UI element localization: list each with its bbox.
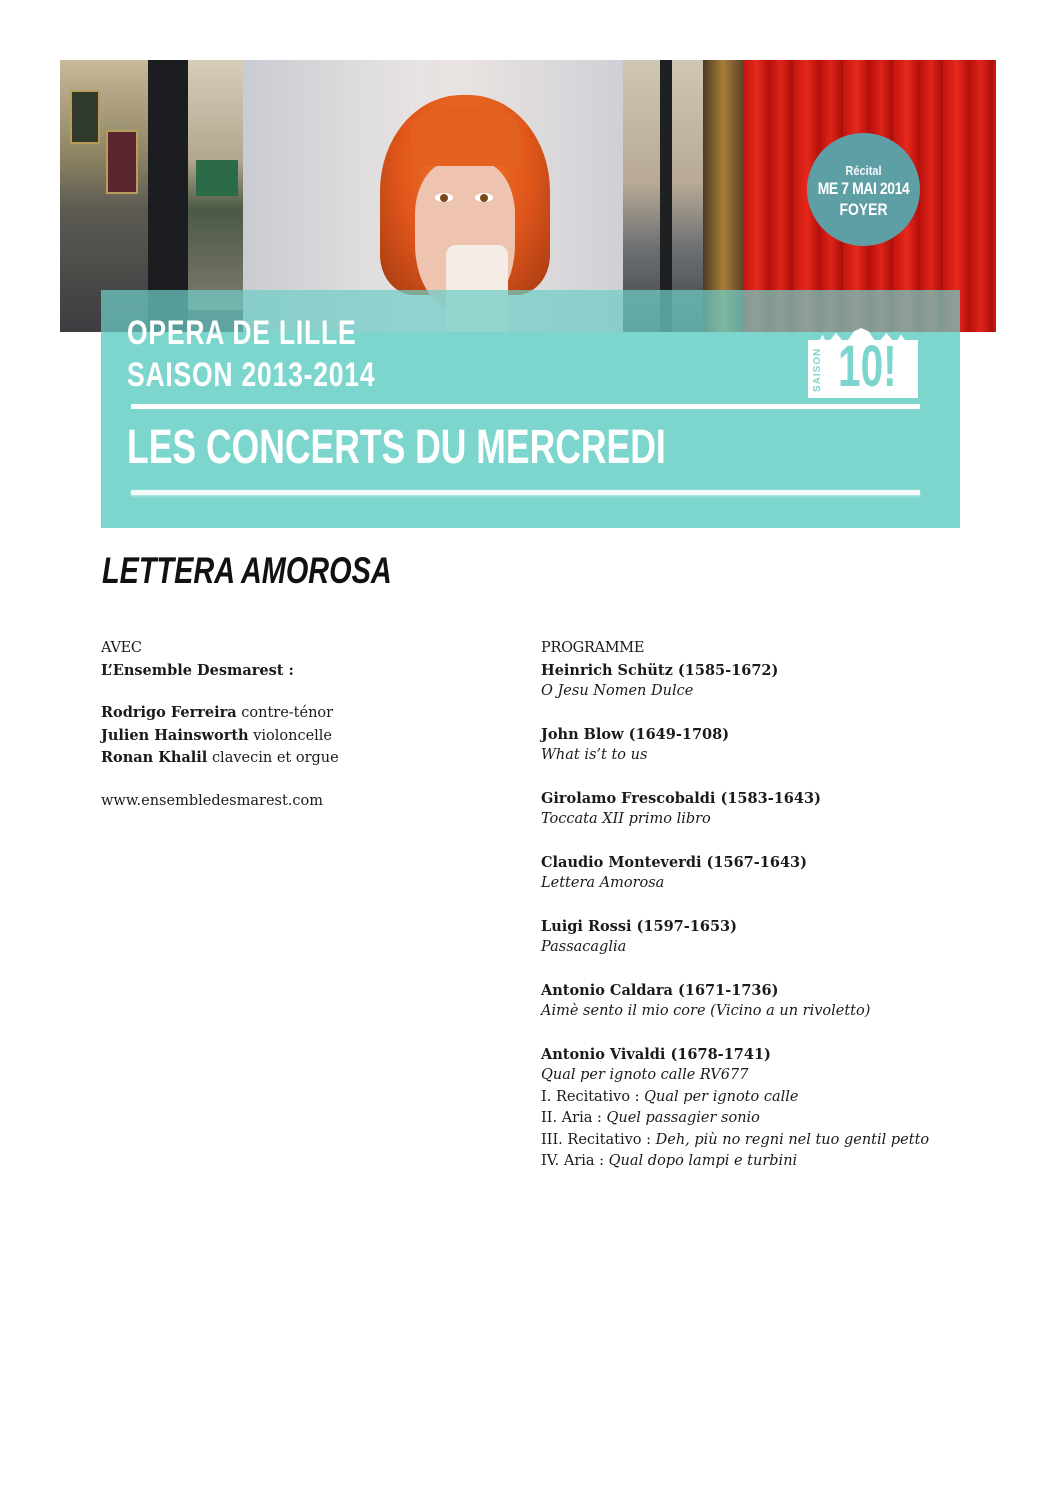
event-type: Récital — [845, 163, 882, 178]
composer: Antonio Caldara (1671-1736) — [541, 981, 779, 999]
work: Lettera Amorosa — [541, 875, 665, 891]
performer: Ronan Khalil clavecin et orgue — [101, 749, 339, 766]
concert-title: LETTERA AMOROSA — [102, 550, 392, 591]
performer: Rodrigo Ferreira contre-ténor — [101, 704, 334, 721]
composer: Heinrich Schütz (1585-1672) — [541, 661, 779, 679]
composer: Luigi Rossi (1597-1653) — [541, 917, 737, 935]
work: Toccata XII primo libro — [541, 811, 711, 827]
work: Qual per ignoto calle RV677 — [541, 1067, 749, 1083]
programme-item — [541, 1044, 1001, 1173]
section-label-avec: AVEC — [101, 640, 142, 656]
movement: I. Recitativo : Qual per ignoto calle — [541, 1088, 799, 1105]
work: O Jesu Nomen Dulce — [541, 683, 694, 699]
programme-item — [541, 660, 1001, 703]
performers-section — [101, 638, 501, 812]
event-date: ME 7 MAI 2014 — [817, 179, 910, 198]
event-badge — [807, 133, 920, 246]
programme-item — [541, 852, 1001, 895]
composer: Girolamo Frescobaldi (1583-1643) — [541, 789, 821, 807]
movement: III. Recitativo : Deh, più no regni nel tuo gentil petto — [541, 1131, 930, 1148]
org-name: OPERA DE LILLE — [127, 314, 357, 352]
ensemble-name: L’Ensemble Desmarest : — [101, 661, 294, 679]
programme-item — [541, 980, 1001, 1023]
work: What is’t to us — [541, 747, 648, 763]
programme-item — [541, 788, 1001, 831]
section-label-programme: PROGRAMME — [541, 640, 645, 656]
series-title: LES CONCERTS DU MERCREDI — [127, 421, 666, 474]
programme-section — [541, 638, 1001, 1194]
composer: John Blow (1649-1708) — [541, 725, 730, 743]
saison-10-logo — [808, 322, 918, 400]
composer: Antonio Vivaldi (1678-1741) — [541, 1045, 771, 1063]
logo-number: 10! — [838, 334, 897, 399]
ensemble-website-link[interactable]: www.ensembledesmarest.com — [101, 792, 324, 809]
movement: IV. Aria : Qual dopo lampi e turbini — [541, 1153, 798, 1169]
programme-item — [541, 724, 1001, 767]
divider — [131, 404, 920, 409]
divider — [131, 490, 920, 495]
performer: Julien Hainsworth violoncelle — [101, 726, 333, 744]
photo-building-facade — [188, 60, 243, 310]
season-label: SAISON 2013-2014 — [127, 356, 376, 394]
programme-item — [541, 916, 1001, 959]
work: Passacaglia — [541, 939, 627, 955]
performer-list — [101, 702, 501, 770]
logo-word: SAISON — [812, 347, 823, 392]
event-venue: FOYER — [839, 200, 888, 219]
movement: II. Aria : Quel passagier sonio — [541, 1110, 760, 1126]
work: Aimè sento il mio core (Vicino a un rivoletto) — [541, 1003, 871, 1019]
composer: Claudio Monteverdi (1567-1643) — [541, 853, 807, 871]
